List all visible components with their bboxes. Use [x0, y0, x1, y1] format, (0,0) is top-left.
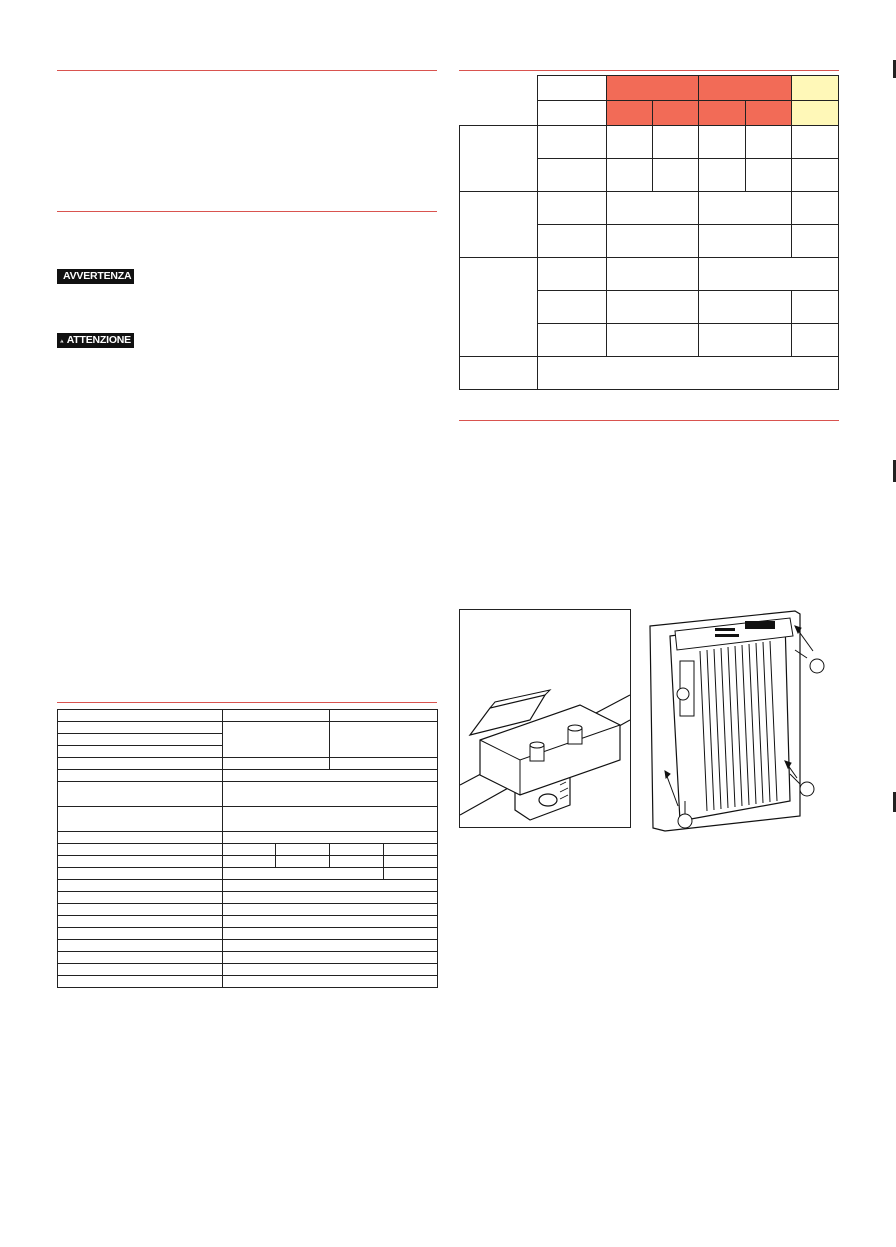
table-row	[58, 964, 438, 976]
table-row	[58, 758, 438, 770]
fuse-holder-drawing	[460, 610, 630, 827]
table-row	[460, 76, 839, 101]
device-mounting-illustration	[645, 606, 845, 834]
rating-table	[459, 75, 839, 390]
table-row	[460, 192, 839, 225]
section-rule-right-2	[459, 420, 839, 421]
table-row	[58, 832, 438, 844]
avvertenza-badge	[57, 269, 134, 284]
table-row	[58, 868, 438, 880]
table-row	[58, 710, 438, 722]
table-row	[58, 940, 438, 952]
table-row	[58, 928, 438, 940]
attenzione-badge	[57, 333, 134, 348]
section-rule-specs	[57, 702, 437, 703]
table-row	[58, 952, 438, 964]
table-row	[58, 880, 438, 892]
table-row	[58, 782, 438, 807]
table-row	[460, 357, 839, 390]
table-row	[58, 856, 438, 868]
table-row	[58, 904, 438, 916]
section-rule-2	[57, 211, 437, 212]
table-row	[58, 770, 438, 782]
table-row	[58, 916, 438, 928]
warning-triangle-icon	[60, 336, 64, 346]
section-rule-1	[57, 70, 437, 71]
avvertenza-label: AVVERTENZA	[63, 270, 132, 282]
section-rule-right-1	[459, 70, 839, 71]
table-row	[58, 844, 438, 856]
specifications-table	[57, 709, 438, 988]
table-row	[58, 807, 438, 832]
table-row	[58, 892, 438, 904]
table-row	[58, 976, 438, 988]
fuse-holder-illustration	[459, 609, 631, 828]
table-row	[58, 722, 438, 734]
table-row	[460, 126, 839, 159]
attenzione-label: ATTENZIONE	[66, 334, 131, 346]
table-row	[460, 258, 839, 291]
device-mounting-drawing	[645, 606, 845, 834]
